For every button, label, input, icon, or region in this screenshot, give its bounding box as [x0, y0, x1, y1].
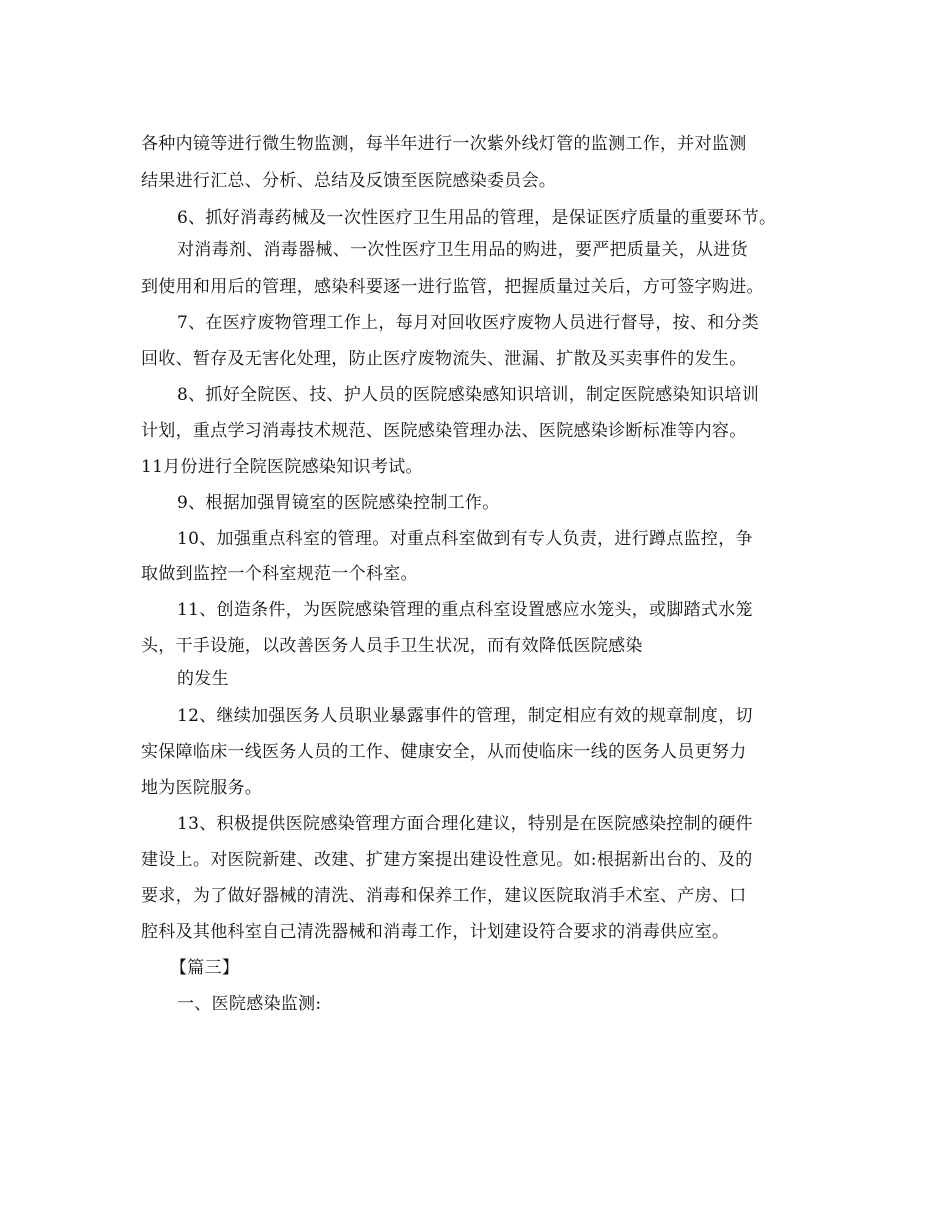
text-line: 取做到监控一个科室规范一个科室。 — [141, 564, 418, 584]
text-line: 对消毒剂、消毒器械、一次性医疗卫生用品的购进，要严把质量关，从进货 — [177, 240, 748, 260]
section-heading: 【篇三】 — [170, 958, 240, 978]
text-line: 实保障临床一线医务人员的工作、健康安全，从而使临床一线的医务人员更努力 — [141, 742, 747, 762]
text-line: 13、积极提供医院感染管理方面合理化建议，特别是在医院感染控制的硬件 — [177, 814, 753, 834]
text-line: 回收、暂存及无害化处理，防止医疗废物流失、泄漏、扩散及买卖事件的发生。 — [141, 349, 747, 369]
text-line: 6、抓好消毒药械及一次性医疗卫生用品的管理，是保证医疗质量的重要环节。 — [177, 208, 777, 228]
text-line: 结果进行汇总、分析、总结及反馈至医院感染委员会。 — [141, 171, 557, 191]
text-line: 一、医院感染监测: — [177, 994, 322, 1014]
text-line: 计划，重点学习消毒技术规范、医院感染管理办法、医院感染诊断标准等内容。 — [141, 421, 747, 441]
text-line: 11、创造条件，为医院感染管理的重点科室设置感应水笼头，或脚踏式水笼 — [177, 600, 753, 620]
text-line: 8、抓好全院医、技、护人员的医院感染感知识培训，制定医院感染知识培训 — [177, 385, 760, 405]
text-line: 到使用和用后的管理，感染科要逐一进行监管，把握质量过关后，方可签字购进。 — [141, 277, 764, 297]
text-line: 建设上。对医院新建、改建、扩建方案提出建设性意见。如:根据新出台的、及的 — [141, 850, 753, 870]
text-line: 的发生 — [177, 669, 229, 689]
text-line: 各种内镜等进行微生物监测，每半年进行一次紫外线灯管的监测工作，并对监测 — [141, 134, 747, 154]
text-line: 9、根据加强胃镜室的医院感染控制工作。 — [177, 493, 500, 513]
text-line: 11月份进行全院医院感染知识考试。 — [141, 457, 423, 477]
text-line: 要求，为了做好器械的清洗、消毒和保养工作，建议医院取消手术室、产房、口 — [141, 886, 747, 906]
text-line: 腔科及其他科室自己清洗器械和消毒工作，计划建设符合要求的消毒供应室。 — [141, 922, 730, 942]
text-line: 10、加强重点科室的管理。对重点科室做到有专人负责，进行蹲点监控，争 — [177, 529, 753, 549]
text-line: 12、继续加强医务人员职业暴露事件的管理，制定相应有效的规章制度，切 — [177, 706, 753, 726]
text-line: 头，干手设施，以改善医务人员手卫生状况，而有效降低医院感染 — [141, 636, 643, 656]
text-line: 7、在医疗废物管理工作上，每月对回收医疗废物人员进行督导，按、和分类 — [177, 313, 760, 333]
text-line: 地为医院服务。 — [141, 778, 263, 798]
